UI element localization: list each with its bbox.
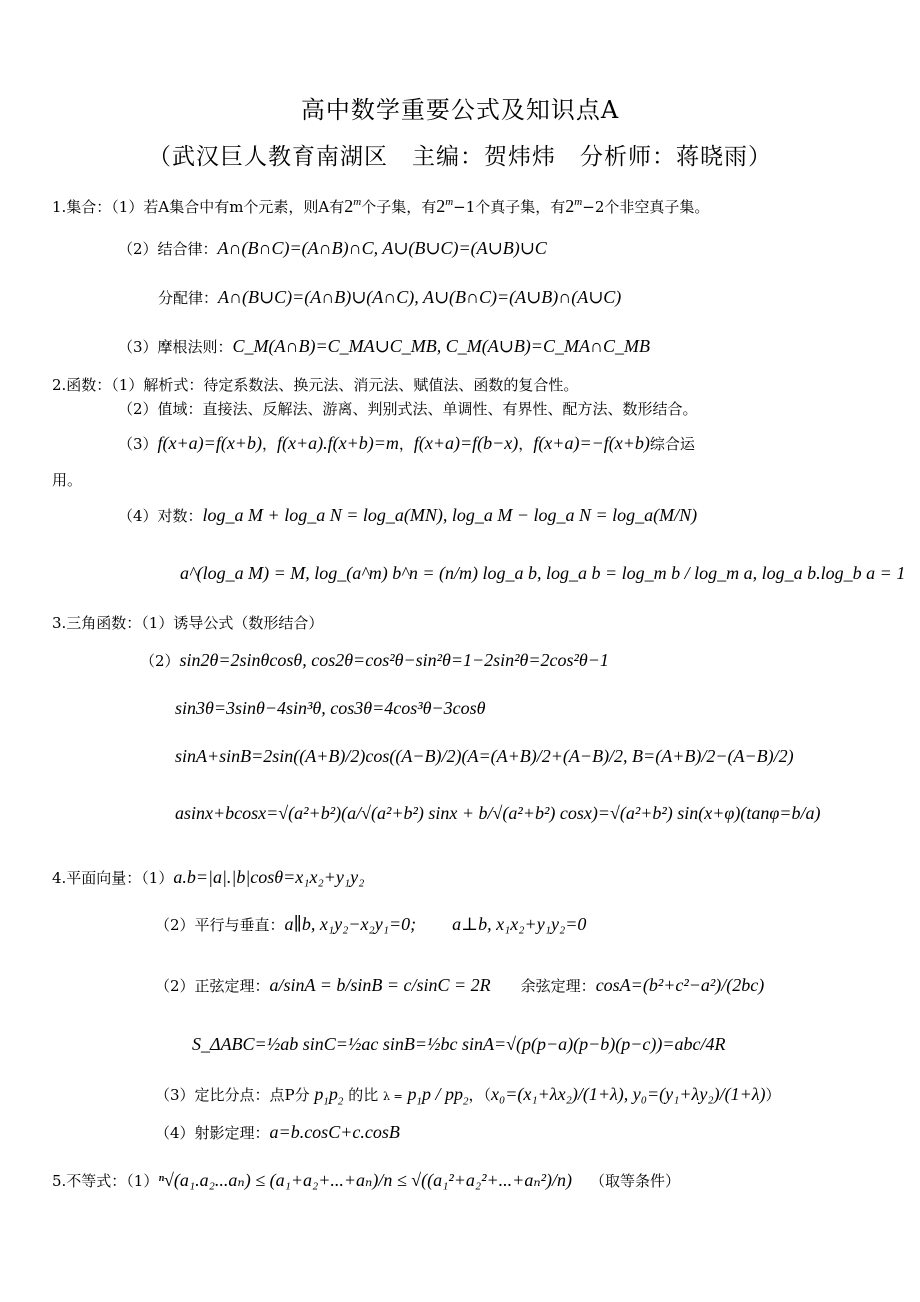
logarithm-formula-1: log_a M + log_a N = log_a(MN), log_a M − log_a N = log_a(M/N): [202, 505, 698, 525]
equality-condition: （取等条件）: [590, 1172, 681, 1190]
set-label: 1.集合：（1）若A集合中有m个元素，则A有: [52, 198, 345, 216]
nonempty-proper-subsets-text: −2个非空真子集。: [582, 198, 710, 216]
power-base-1: 2: [344, 196, 354, 216]
property-formula-2: f(x+a).f(x+b)=m: [276, 433, 399, 453]
proper-subsets-text: −1个真子集，有: [453, 198, 566, 216]
section-point-line: （3）定比分点：点P分 $p_1p_2$ 的比 $\lambda = p_1p / pp_2$，（x₀=(x₁+λx₂)/(1+λ), y₀=(y₁+λy₂)/(1+λ)）: [155, 1084, 781, 1108]
triangle-area-formula: S_ΔABC=½ab sinC=½ac sinB=½bc sinA=√(p(p−a)(p−b)(p−c))=abc/4R: [192, 1034, 726, 1054]
section-point-formula: x₀=(x₁+λx₂)/(1+λ), y₀=(y₁+λy₂)/(1+λ): [491, 1084, 766, 1104]
properties-tail: 综合运: [649, 435, 695, 453]
function-properties-wrap: 用。: [52, 471, 83, 489]
function-range-line: （2）值域：直接法、反解法、游离、判别式法、单调性、有界性、配方法、数形结合。: [118, 400, 698, 418]
de-morgan-formula: C_M(A∩B)=C_MA∪C_MB, C_M(A∪B)=C_MA∩C_MB: [232, 336, 650, 356]
trig-triple-angle-line: [175, 698, 485, 720]
auxiliary-angle-formula: asinx+bcosx=√(a²+b²)(a/√(a²+b²) sinx + b/√(a²+b²) cosx)=√(a²+b²) sin(x+φ)(tanφ=b/a): [175, 803, 821, 823]
property-formula-4: f(x+a)=−f(x+b): [533, 433, 650, 453]
triple-angle-formula: sin3θ=3sinθ−4sin³θ, cos3θ=4cos³θ−3cosθ: [175, 698, 486, 718]
trig-induction-line: 3.三角函数：（1）诱导公式（数形结合）: [52, 614, 324, 632]
page-subtitle: （武汉巨人教育南湖区 主编：贺炜炜 分析师：蒋晓雨）: [148, 144, 772, 170]
projection-label: （4）射影定理：: [155, 1124, 270, 1142]
distributive-formula: A∩(B∪C)=(A∩B)∪(A∩C), A∪(B∩C)=(A∪B)∩(A∪C): [218, 287, 622, 307]
parallel-formula: a∥b, x₁y₂−x₂y₁=0; a⊥b, x₁x₂+y₁y₂=0: [284, 914, 587, 934]
ratio-vectors: $p_1p / pp_2$: [407, 1084, 469, 1108]
projection-line: [155, 1122, 400, 1144]
page-title: 高中数学重要公式及知识点A: [300, 96, 620, 124]
cosine-law-label: 余弦定理：: [520, 977, 596, 995]
property-formula-3: f(x+a)=f(b−x): [413, 433, 519, 453]
function-properties-line: [118, 433, 695, 455]
properties-label: （3）: [118, 435, 158, 453]
mean-inequality-formula: ⁿ√(a₁.a₂...aₙ) ≤ (a₁+a₂+...+aₙ)/n ≤ √((a₁²+a₂²+...+aₙ²)/n): [158, 1170, 572, 1190]
vector-label: 4.平面向量：（1）: [52, 869, 174, 887]
double-angle-label: （2）: [140, 652, 180, 670]
subsets-text: 个子集，有: [361, 198, 437, 216]
set-subsets-line: [52, 196, 709, 218]
associative-formula: A∩(B∩C)=(A∩B)∩C, A∪(B∪C)=(A∪B)∪C: [217, 238, 547, 258]
distributive-law-line: [158, 287, 621, 309]
de-morgan-line: [118, 336, 650, 358]
trig-double-angle-line: [140, 650, 609, 672]
sum-to-product-formula: sinA+sinB=2sin((A+B)/2)cos((A−B)/2)(A=(A+B)/2+(A−B)/2, B=(A+B)/2−(A−B)/2): [175, 746, 794, 766]
power-exp-3: m: [574, 196, 583, 208]
associative-label: （2）结合律：: [118, 240, 218, 258]
projection-formula: a=b.cosC+c.cosB: [269, 1122, 400, 1142]
sine-law-formula: a/sinA = b/sinB = c/sinC = 2R: [269, 975, 491, 995]
sine-law-label: （2）正弦定理：: [155, 977, 270, 995]
power-base-3: 2: [565, 196, 575, 216]
vector-parallel-line: [155, 914, 586, 936]
separator: ，: [518, 435, 534, 453]
logarithm-line-1: [118, 505, 697, 527]
separator: ，: [398, 435, 414, 453]
de-morgan-label: （3）摩根法则：: [118, 338, 233, 356]
dot-product-formula: a.b=|a|.|b|cosθ=x₁x₂+y₁y₂: [173, 867, 365, 887]
trig-auxiliary-angle-line: [175, 803, 820, 825]
power-exp-1: m: [353, 196, 362, 208]
cosine-law-formula: cosA=(b²+c²−a²)/(2bc): [595, 975, 765, 995]
section-point-label: （3）定比分点：点P分: [155, 1086, 310, 1104]
power-exp-2: m: [445, 196, 454, 208]
logarithm-label: （4）对数：: [118, 507, 203, 525]
associative-law-line: [118, 238, 547, 260]
logarithm-line-2: [180, 563, 905, 585]
vector-p1p2: $p_1p_2$: [314, 1084, 344, 1108]
triangle-area-line: [192, 1034, 726, 1056]
sine-cosine-law-line: [155, 975, 764, 997]
inequality-line: [52, 1170, 680, 1192]
separator: ，: [261, 435, 277, 453]
power-base-2: 2: [436, 196, 446, 216]
function-analytic-line: 2.函数：（1）解析式：待定系数法、换元法、消元法、赋值法、函数的复合性。: [52, 376, 579, 394]
logarithm-formula-2: a^(log_a M) = M, log_(a^m) b^n = (n/m) log_a b, log_a b = log_m b / log_m a, log_a b.log_b a = 1: [180, 563, 906, 583]
property-formula-1: f(x+a)=f(x+b): [157, 433, 262, 453]
distributive-label: 分配律：: [158, 289, 219, 307]
inequality-label: 5.不等式：（1）: [52, 1172, 159, 1190]
vector-dot-line: [52, 867, 364, 889]
ratio-text: 的比: [348, 1086, 379, 1104]
lambda-symbol: λ =: [383, 1090, 403, 1103]
trig-sum-to-product-line: [175, 746, 794, 768]
double-angle-formula: sin2θ=2sinθcosθ, cos2θ=cos²θ−sin²θ=1−2sin²θ=2cos²θ−1: [179, 650, 609, 670]
parallel-label: （2）平行与垂直：: [155, 916, 285, 934]
